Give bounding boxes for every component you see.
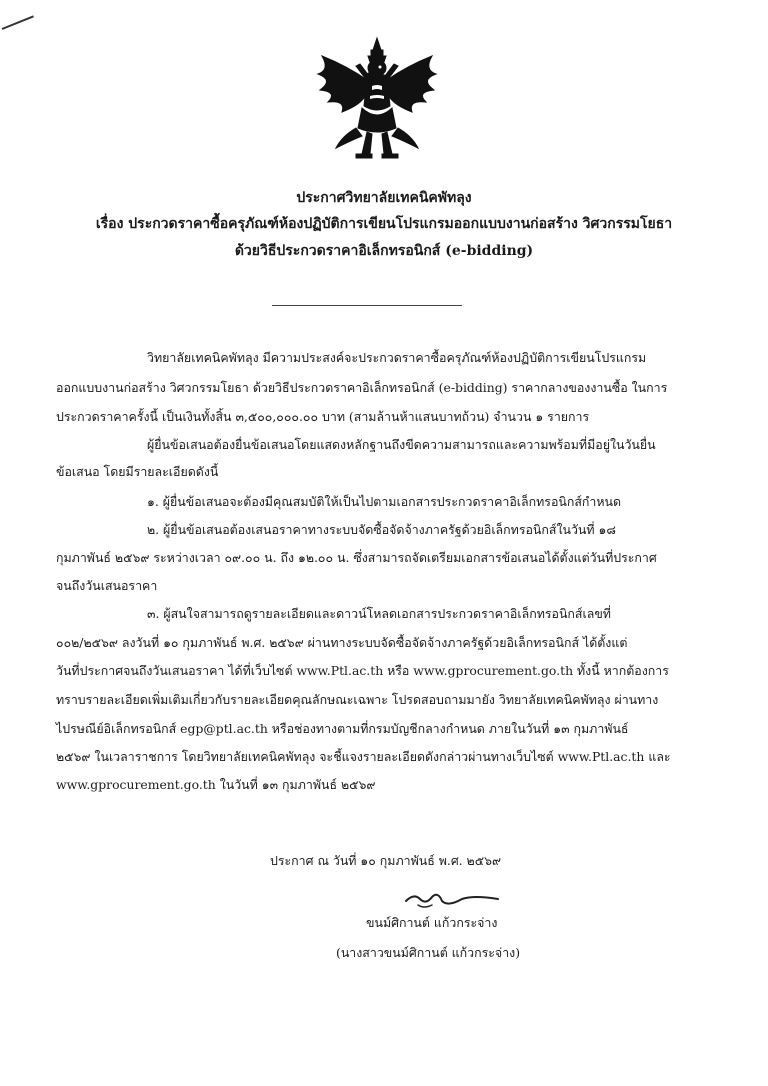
body-line: ๓. ผู้สนใจสามารถดูรายละเอียดและดาวน์โหลดเอกสารประกวดราคาอิเล็กทรอนิกส์เลขที่ (147, 606, 611, 621)
body-line: วันที่ประกาศจนถึงวันเสนอราคา ได้ที่เว็บไซต์ www.Ptl.ac.th หรือ www.gprocurement.go.th ทั้งนี้ หากต้องการ (56, 663, 669, 678)
divider-line (272, 305, 462, 306)
garuda-emblem-icon (312, 36, 442, 164)
announcement-method: ด้วยวิธีประกวดราคาอิเล็กทรอนิกส์ (e-bidding) (234, 243, 534, 259)
scan-mark (2, 15, 34, 30)
body-line: ๐๐๒/๒๕๖๙ ลงวันที่ ๑๐ กุมภาพันธ์ พ.ศ. ๒๕๖๙ ผ่านทางระบบจัดซื้อจัดจ้างภาครัฐด้วยอิเล็กทรอนิกส์ ได้ตั้งแต่ (56, 635, 628, 650)
signer-fullname: (นางสาวขนม์ศิกานต์ แก้วกระจ่าง) (336, 945, 521, 960)
body-line: จนถึงวันเสนอราคา (56, 578, 158, 593)
body-line: ผู้ยื่นข้อเสนอต้องยื่นข้อเสนอโดยแสดงหลักฐานถึงขีดความสามารถและความพร้อมที่มีอยู่ในวันยื่น (147, 437, 656, 452)
announce-date: ประกาศ ณ วันที่ ๑๐ กุมภาพันธ์ พ.ศ. ๒๕๖๙ (270, 853, 502, 868)
body-line: ๒๕๖๙ ในเวลาราชการ โดยวิทยาลัยเทคนิคพัทลุง จะชี้แจงรายละเอียดดังกล่าวผ่านทางเว็บไซต์ www.Ptl.ac.th และ (56, 749, 671, 764)
signer-name: ขนม์ศิกานต์ แก้วกระจ่าง (366, 915, 498, 930)
handwritten-signature (402, 887, 502, 915)
body-line: วิทยาลัยเทคนิคพัทลุง มีความประสงค์จะประกวดราคาซื้อครุภัณฑ์ห้องปฏิบัติการเขียนโปรแกรม (147, 350, 647, 365)
body-line: ไปรษณีย์อิเล็กทรอนิกส์ egp@ptl.ac.th หรือช่องทางตามที่กรมบัญชีกลางกำหนด ภายในวันที่ ๑๓ กุมภาพันธ์ (56, 721, 629, 736)
body-line: www.gprocurement.go.th ในวันที่ ๑๓ กุมภาพันธ์ ๒๕๖๙ (56, 777, 376, 792)
body-line: ออกแบบงานก่อสร้าง วิศวกรรมโยธา ด้วยวิธีประกวดราคาอิเล็กทรอนิกส์ (e-bidding) ราคากลางของงานซื้อ ในการ (56, 380, 668, 395)
body-line: ทราบรายละเอียดเพิ่มเติมเกี่ยวกับรายละเอียดคุณลักษณะเฉพาะ โปรดสอบถามมายัง วิทยาลัยเทคนิคพัทลุง ผ่านทาง (56, 692, 659, 707)
announcement-subject: เรื่อง ประกวดราคาซื้อครุภัณฑ์ห้องปฏิบัติการเขียนโปรแกรมออกแบบงานก่อสร้าง วิศวกรรมโยธา (95, 216, 673, 232)
body-line: ข้อเสนอ โดยมีรายละเอียดดังนี้ (56, 464, 219, 479)
body-line: ประกวดราคาครั้งนี้ เป็นเงินทั้งสิ้น ๓,๕๐๐,๐๐๐.๐๐ บาท (สามล้านห้าแสนบาทถ้วน) จำนวน ๑ รายการ (56, 409, 590, 424)
announcement-title: ประกาศวิทยาลัยเทคนิคพัทลุง (296, 190, 472, 206)
body-line: ๒. ผู้ยื่นข้อเสนอต้องเสนอราคาทางระบบจัดซื้อจัดจ้างภาครัฐด้วยอิเล็กทรอนิกส์ในวันที่ ๑๘ (147, 522, 616, 537)
body-line: กุมภาพันธ์ ๒๕๖๙ ระหว่างเวลา ๐๙.๐๐ น. ถึง ๑๒.๐๐ น. ซึ่งสามารถจัดเตรียมเอกสารข้อเสนอได้ตั้งแต่วันที่ประกาศ (56, 550, 657, 565)
body-line: ๑. ผู้ยื่นข้อเสนอจะต้องมีคุณสมบัติให้เป็นไปตามเอกสารประกวดราคาอิเล็กทรอนิกส์กำหนด (147, 494, 622, 509)
